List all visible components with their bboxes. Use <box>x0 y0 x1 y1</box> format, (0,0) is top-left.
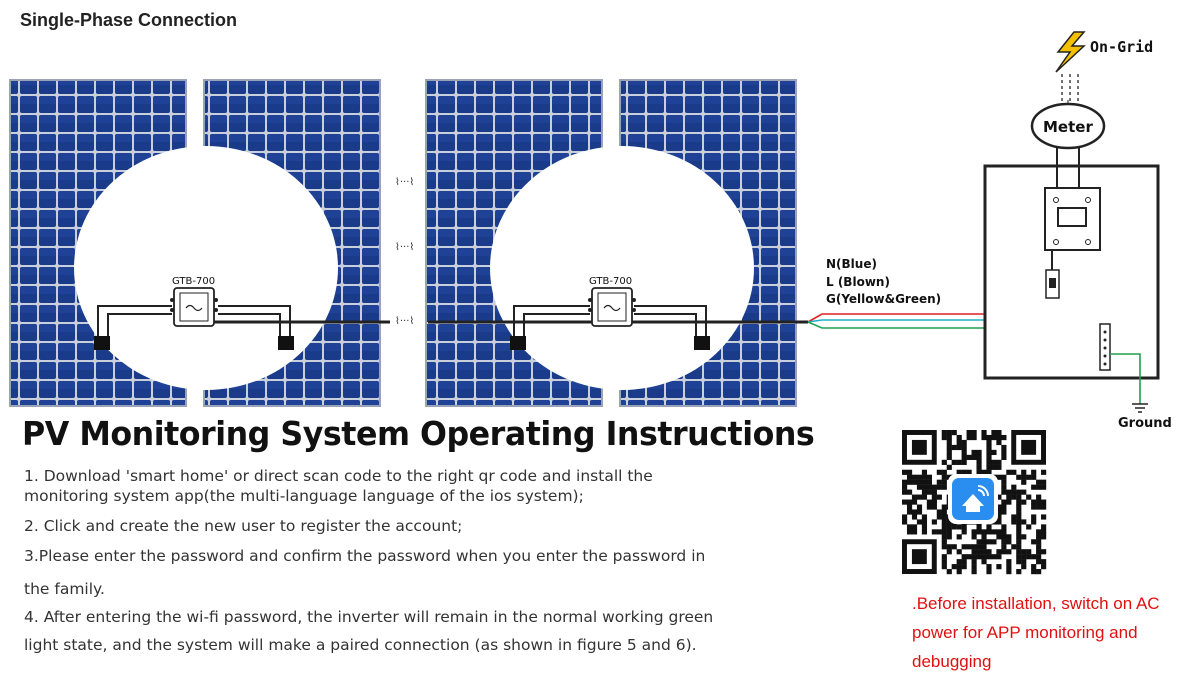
step-1-line-1: 1. Download 'smart home' or direct scan code to the right qr code and install the <box>24 467 653 485</box>
ground-label: Ground <box>1118 416 1172 431</box>
step-3-line-2: the family. <box>24 580 105 598</box>
on-grid-label: On-Grid <box>1090 38 1154 56</box>
continuation-marks <box>395 177 414 327</box>
svg-text:⌇···⌇: ⌇···⌇ <box>395 316 415 327</box>
svg-text:⌇···⌇: ⌇···⌇ <box>395 177 415 188</box>
svg-text:⌇···⌇: ⌇···⌇ <box>395 242 415 253</box>
detail-circle-right <box>490 146 754 390</box>
meter-label: Meter <box>1043 118 1093 136</box>
inverter-label-right: GTB-700 <box>589 276 633 287</box>
inverter-label-left: GTB-700 <box>172 276 216 287</box>
main-breaker <box>1045 188 1100 250</box>
step-1-line-2: monitoring system app(the multi-language language of the ios system); <box>24 487 584 505</box>
instructions-title: PV Monitoring System Operating Instructions <box>22 414 815 453</box>
installation-notice: .Before installation, switch on AC power for APP monitoring and debugging <box>912 594 1160 671</box>
page-title: Single-Phase Connection <box>20 10 238 30</box>
wire-label-g: G(Yellow&Green) <box>826 292 942 306</box>
step-4-line-2: light state, and the system will make a paired connection (as shown in figure 5 and 6). <box>24 636 697 654</box>
inverter-right <box>588 288 636 326</box>
wire-label-l: L (Blown) <box>826 275 890 289</box>
ground-symbol-icon <box>1132 404 1148 412</box>
ground-bus-bar <box>1100 324 1110 370</box>
step-2-line-1: 2. Click and create the new user to register the account; <box>24 517 463 535</box>
step-4-line-1: 4. After entering the wi-fi password, the inverter will remain in the normal working green <box>24 608 714 626</box>
inverter-left <box>170 288 218 326</box>
step-3-line-1: 3.Please enter the password and confirm the password when you enter the password in <box>24 547 706 565</box>
grid-feed-lines <box>1062 74 1078 102</box>
circuit-breaker <box>1046 270 1059 298</box>
detail-circle-left <box>74 146 338 390</box>
lightning-bolt-icon <box>1056 32 1084 72</box>
wire-label-n: N(Blue) <box>826 257 877 271</box>
smart-home-app-icon <box>948 474 998 524</box>
